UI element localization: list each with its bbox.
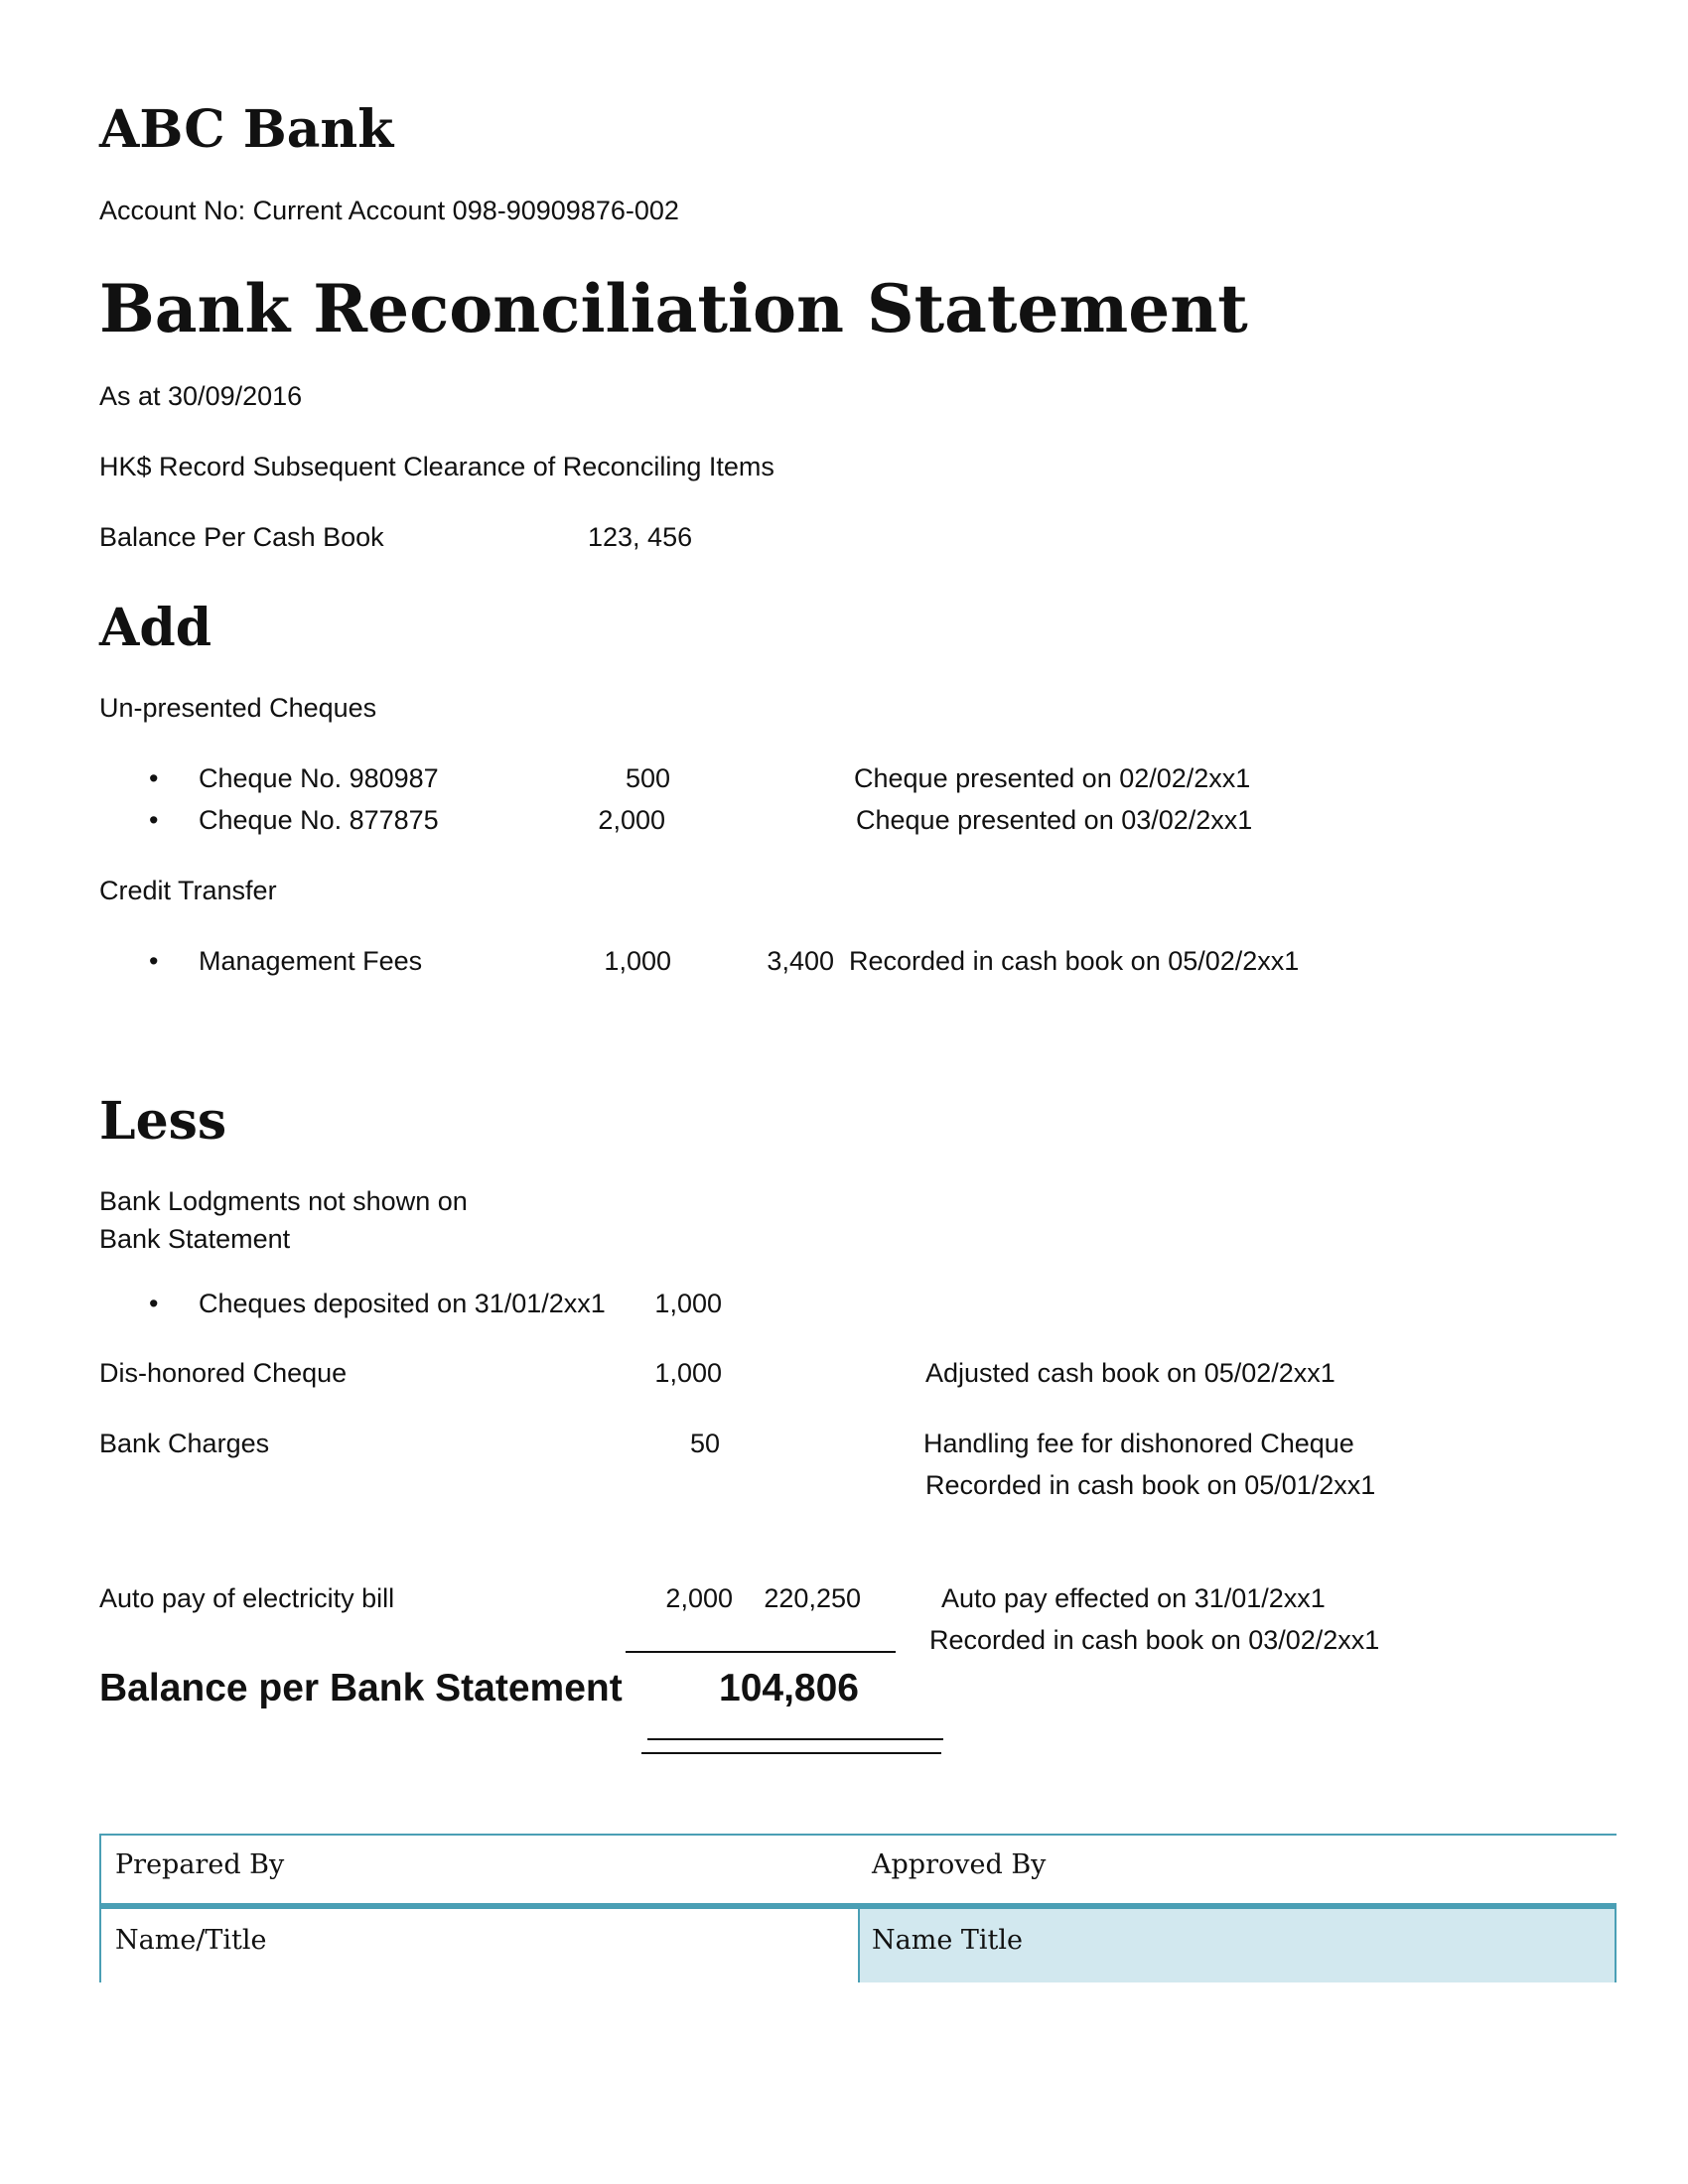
auto-pay-note-line1: Auto pay effected on 31/01/2xx1 xyxy=(941,1583,1326,1613)
bank-charges-note-line1: Handling fee for dishonored Cheque xyxy=(923,1429,1354,1458)
cheque-877875-amount: 2,000 xyxy=(598,805,665,835)
less-heading: Less xyxy=(99,1091,227,1152)
add-heading: Add xyxy=(99,598,212,658)
cheques-deposited-amount: 1,000 xyxy=(654,1289,722,1318)
balance-bank-statement-label: Balance per Bank Statement xyxy=(99,1667,623,1709)
less-subtotal: 220,250 xyxy=(764,1583,861,1613)
credit-transfer-label: Credit Transfer xyxy=(99,876,277,905)
auto-pay-note-line2: Recorded in cash book on 03/02/2xx1 xyxy=(929,1625,1380,1655)
cheque-877875-note: Cheque presented on 03/02/2xx1 xyxy=(856,805,1253,835)
management-fees-amount: 1,000 xyxy=(604,946,671,976)
dishonored-cheque-note: Adjusted cash book on 05/02/2xx1 xyxy=(925,1358,1336,1388)
prepared-by-label: Prepared By xyxy=(115,1849,285,1880)
auto-pay-amount: 2,000 xyxy=(665,1583,733,1613)
cheque-980987-amount: 500 xyxy=(625,763,670,793)
signoff-divider xyxy=(858,1909,860,1982)
double-underline-top xyxy=(647,1738,943,1740)
add-subtotal: 3,400 xyxy=(767,946,834,976)
lodgments-label-line2: Bank Statement xyxy=(99,1224,291,1254)
signoff-left-border xyxy=(99,1834,101,1982)
cheque-980987-label: • Cheque No. 980987 xyxy=(199,763,439,794)
double-underline-bottom xyxy=(641,1752,941,1754)
account-number: Account No: Current Account 098-90909876-002 xyxy=(99,196,679,225)
cheque-980987-note: Cheque presented on 02/02/2xx1 xyxy=(854,763,1251,793)
signoff-right-border xyxy=(1615,1909,1617,1982)
as-at-date: As at 30/09/2016 xyxy=(99,381,303,411)
approver-name-title-field[interactable]: Name Title xyxy=(872,1925,1023,1956)
bank-charges-amount: 50 xyxy=(689,1429,720,1458)
page-title: Bank Reconciliation Statement xyxy=(99,270,1248,347)
signoff-top-border xyxy=(99,1834,1617,1836)
bank-charges-label: Bank Charges xyxy=(99,1429,270,1458)
balance-bank-statement-amount: 104,806 xyxy=(719,1667,859,1709)
preparer-name-title-field[interactable]: Name/Title xyxy=(115,1925,267,1956)
subtotal-underline xyxy=(626,1651,896,1653)
bank-charges-note-line2: Recorded in cash book on 05/01/2xx1 xyxy=(925,1470,1376,1500)
dishonored-cheque-amount: 1,000 xyxy=(654,1358,722,1388)
approved-by-label: Approved By xyxy=(872,1849,1047,1880)
management-fees-label: • Management Fees xyxy=(199,946,422,977)
balance-cash-book-label: Balance Per Cash Book xyxy=(99,522,384,552)
currency-line: HK$ Record Subsequent Clearance of Reconciling Items xyxy=(99,452,774,481)
dishonored-cheque-label: Dis-honored Cheque xyxy=(99,1358,348,1388)
bank-name: ABC Bank xyxy=(99,99,394,160)
auto-pay-label: Auto pay of electricity bill xyxy=(99,1583,395,1613)
signoff-table xyxy=(99,1834,1617,1982)
unpresented-cheques-label: Un-presented Cheques xyxy=(99,693,377,723)
lodgments-label-line1: Bank Lodgments not shown on xyxy=(99,1186,468,1216)
balance-cash-book-amount: 123, 456 xyxy=(588,522,693,552)
management-fees-note: Recorded in cash book on 05/02/2xx1 xyxy=(849,946,1300,976)
cheque-877875-label: • Cheque No. 877875 xyxy=(199,805,439,836)
cheques-deposited-label: • Cheques deposited on 31/01/2xx1 xyxy=(199,1289,606,1319)
